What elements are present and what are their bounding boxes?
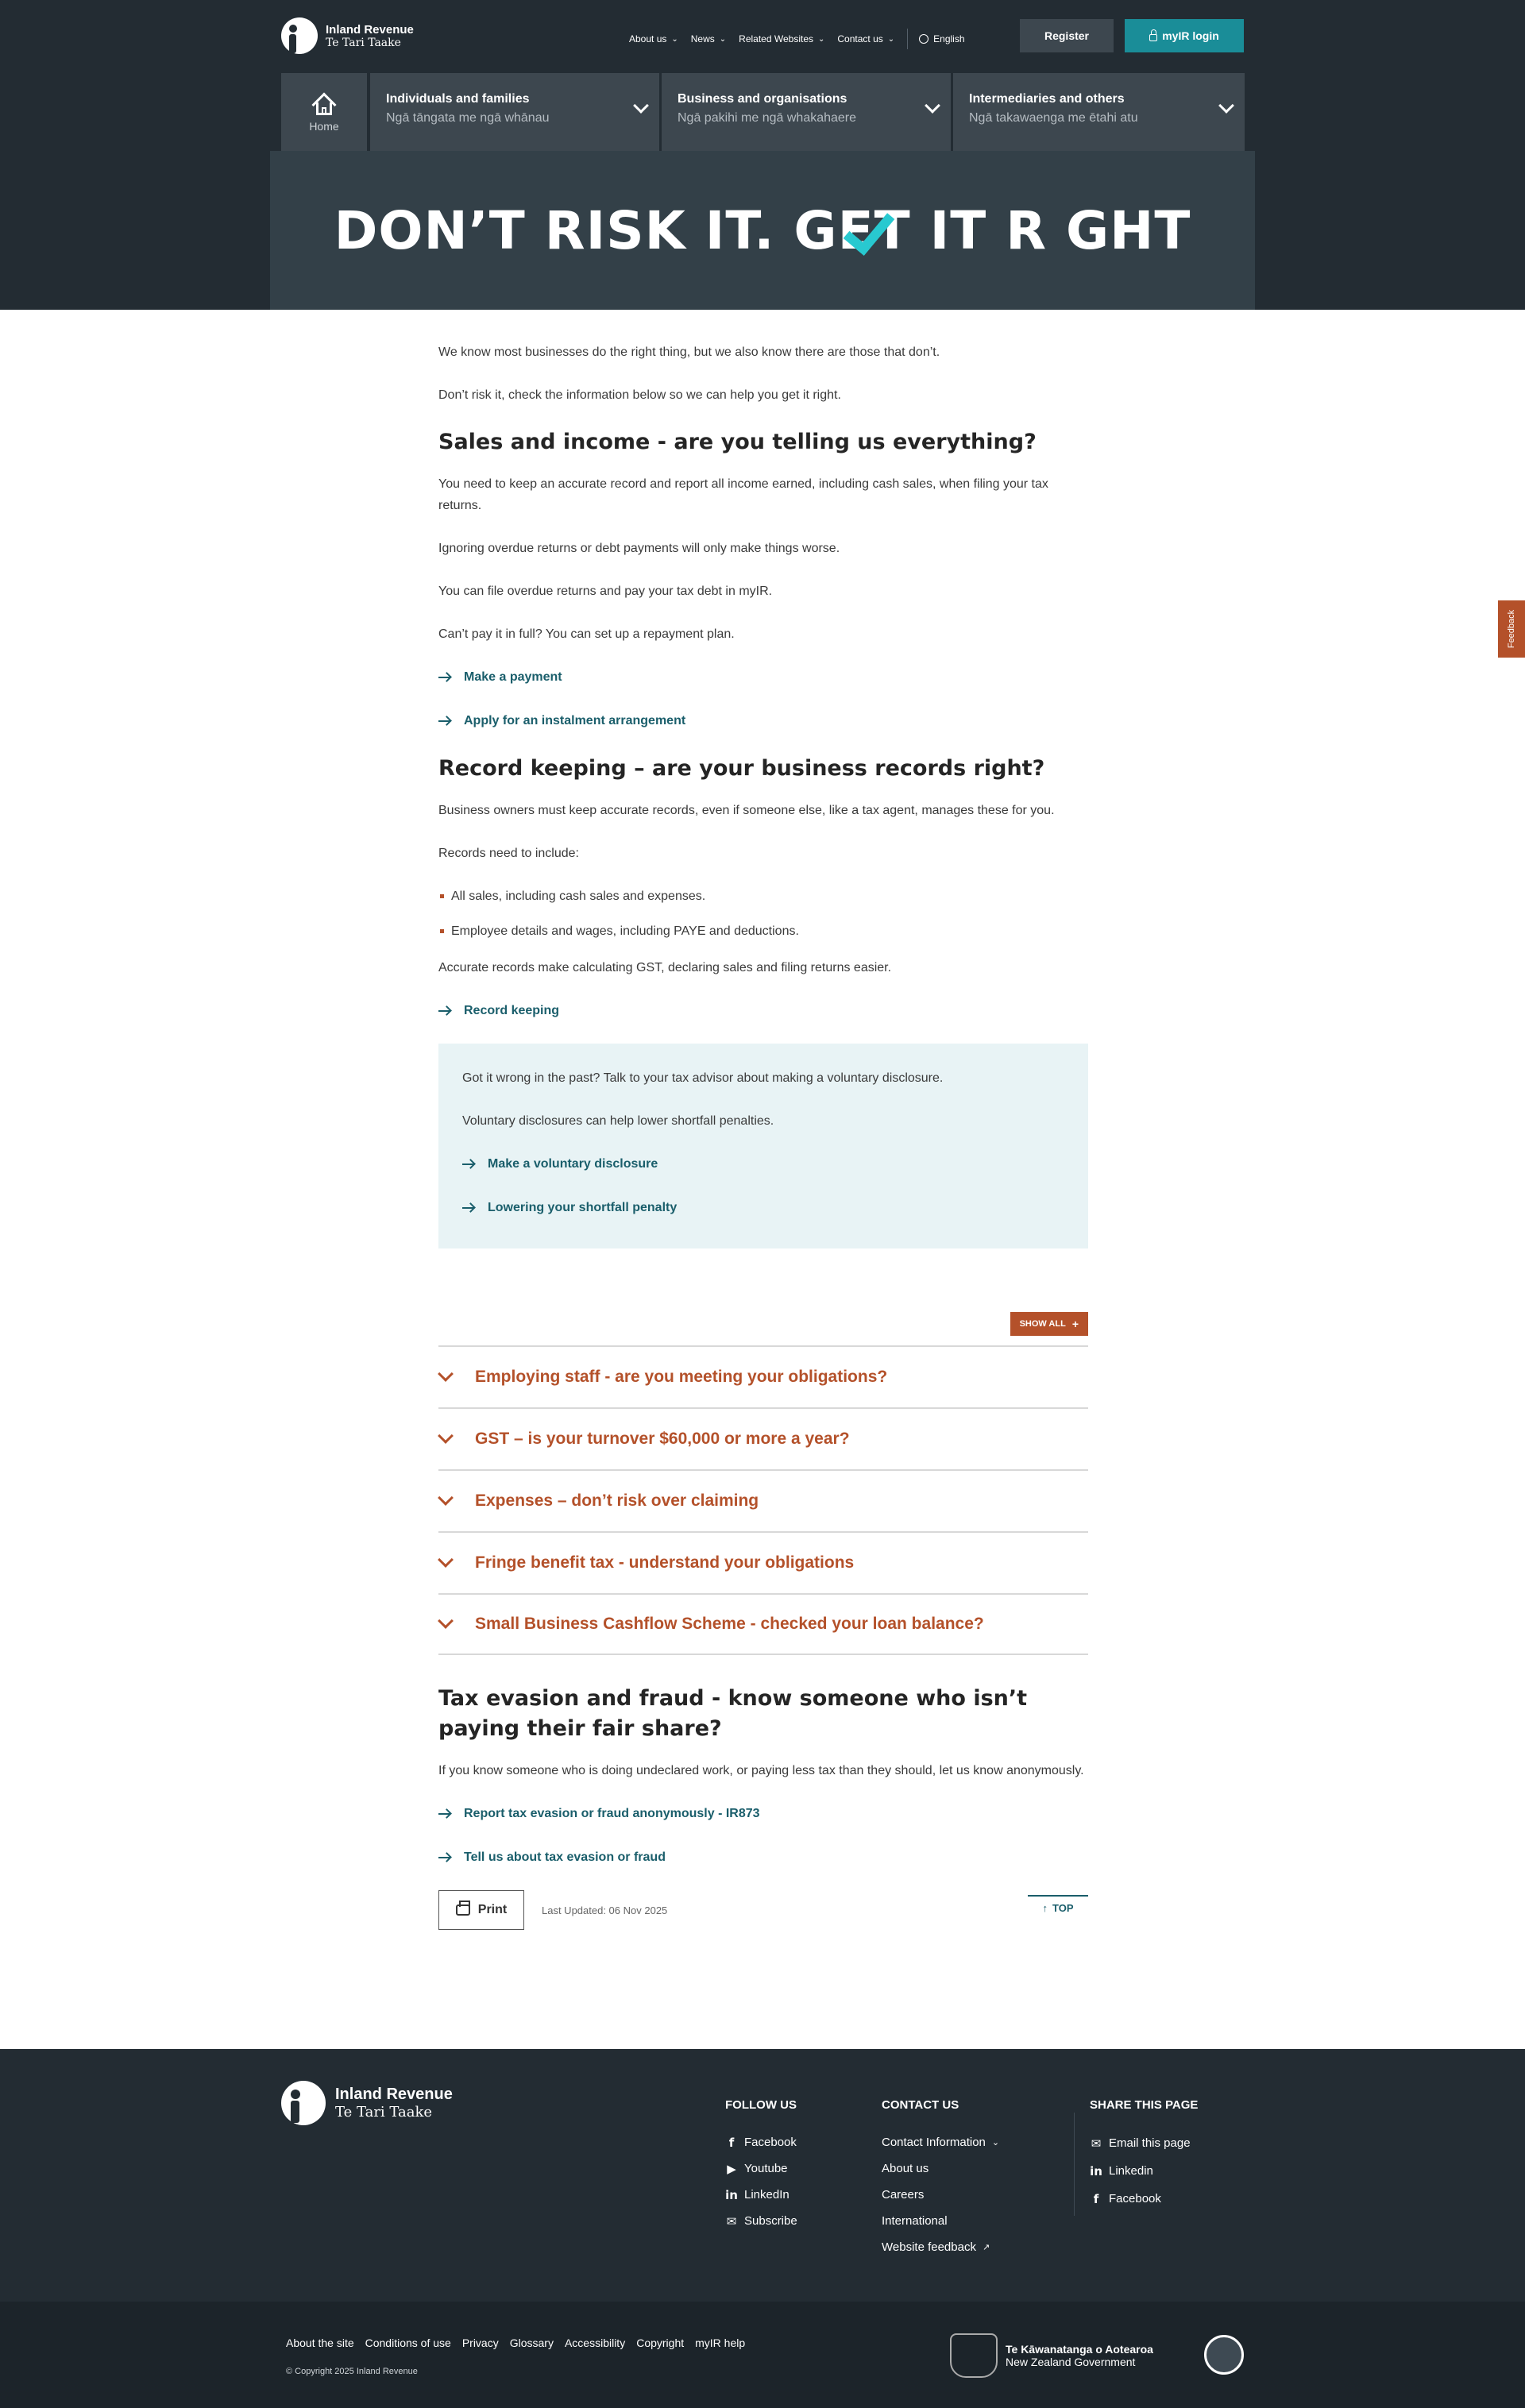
chevron-down-icon: ⌄ xyxy=(671,34,678,44)
copyright-link[interactable]: Copyright xyxy=(636,2337,685,2349)
plus-icon: + xyxy=(1071,1318,1079,1330)
youtube-link[interactable]: ▶ Youtube xyxy=(725,2155,797,2182)
body-text: Can’t pay it in full? You can set up a repayment plan. xyxy=(438,627,735,641)
email-page-link[interactable]: ✉ Email this page xyxy=(1091,2136,1191,2151)
share-facebook-link[interactable]: f Facebook xyxy=(1090,2185,1198,2213)
accreditation-badge-icon xyxy=(1204,2335,1244,2375)
linkedin-link[interactable]: in LinkedIn xyxy=(725,2187,790,2202)
intro-text: Don’t risk it, check the information below so we can help you get it right. xyxy=(438,388,841,402)
back-to-top-button[interactable]: ↑ TOP xyxy=(1028,1895,1088,1919)
contact-us: CONTACT US Contact Information ⌄ About us Careers International Website feedback ↗ xyxy=(882,2098,999,2260)
arrow-up-icon: ↑ xyxy=(1042,1901,1048,1914)
body-text: Voluntary disclosures can help lower shortfall penalties. xyxy=(462,1114,774,1128)
main-content xyxy=(438,310,1088,1930)
body-text: You can file overdue returns and pay your tax debt in myIR. xyxy=(438,585,773,598)
nz-coat-of-arms-icon xyxy=(950,2333,998,2378)
page-tools xyxy=(438,1890,1088,1930)
chevron-down-icon xyxy=(438,1613,454,1629)
sales-heading: Sales and income - are you telling us everything? xyxy=(438,430,1037,454)
arrow-right-icon xyxy=(462,1159,475,1170)
report-tax-evasion-link[interactable]: Report tax evasion or fraud anonymously - IR873 xyxy=(438,1803,1088,1825)
myir-help-link[interactable]: myIR help xyxy=(695,2337,746,2349)
envelope-icon: ✉ xyxy=(1091,2136,1102,2151)
arrow-right-icon xyxy=(438,1808,451,1820)
intro-text: We know most businesses do the right thing, but we also know there are those that don’t. xyxy=(438,345,940,359)
about-site-link[interactable]: About the site xyxy=(286,2337,354,2349)
sub-footer xyxy=(0,2302,1525,2408)
conditions-link[interactable]: Conditions of use xyxy=(365,2337,451,2349)
body-text: Business owners must keep accurate records, even if someone else, like a tax agent, manages these for you. xyxy=(438,804,1055,817)
chevron-down-icon: ⌄ xyxy=(887,34,895,44)
chevron-down-icon: ⌄ xyxy=(991,2138,1000,2148)
divider xyxy=(907,29,908,49)
site-footer xyxy=(0,2049,1525,2302)
arrow-right-icon xyxy=(438,1005,451,1017)
brand-subtitle: Te Tari Taake xyxy=(326,36,401,49)
chevron-down-icon xyxy=(438,1428,454,1444)
feedback-tab[interactable]: Feedback xyxy=(1498,600,1525,658)
chevron-down-icon: ⌄ xyxy=(719,34,727,44)
hero-banner xyxy=(0,151,1525,310)
inland-revenue-logo[interactable] xyxy=(281,17,414,54)
facebook-icon: f xyxy=(1093,2191,1099,2206)
accordion-item-gst[interactable]: GST – is your turnover $60,000 or more a year? xyxy=(438,1407,1088,1469)
main-nav xyxy=(281,73,1245,151)
body-text: Accurate records make calculating GST, declaring sales and filing returns easier. xyxy=(438,961,892,974)
body-text: Records need to include: xyxy=(438,847,579,860)
linkedin-icon: in xyxy=(725,2187,738,2202)
accordion-item-expenses[interactable]: Expenses – don’t risk over claiming xyxy=(438,1469,1088,1531)
utility-nav xyxy=(629,29,978,49)
follow-us: FOLLOW US f Facebook ▶ Youtube in LinkedIn ✉ Subscribe xyxy=(725,2098,797,2234)
myir-login-button[interactable]: myIR login xyxy=(1125,19,1244,52)
brand-title: Inland Revenue xyxy=(326,22,414,37)
list-item: All sales, including cash sales and expenses. xyxy=(438,886,1088,907)
envelope-icon: ✉ xyxy=(726,2213,737,2229)
nz-government-logo[interactable]: Te Kāwanatanga o Aotearoa New Zealand Government xyxy=(950,2333,1153,2378)
accordion-item-fringe-benefit-tax[interactable]: Fringe benefit tax - understand your obligations xyxy=(438,1531,1088,1593)
nav-business-organisations[interactable]: Business and organisations Ngā pakihi me ngā whakahaere xyxy=(662,73,951,151)
globe-icon xyxy=(919,34,929,44)
chevron-down-icon xyxy=(438,1552,454,1568)
chevron-down-icon xyxy=(438,1490,454,1506)
about-us-link[interactable]: About us xyxy=(882,2162,929,2175)
tell-us-tax-evasion-link[interactable]: Tell us about tax evasion or fraud xyxy=(438,1847,1088,1869)
chevron-down-icon xyxy=(438,1366,454,1382)
body-text: Ignoring overdue returns or debt payments will only make things worse. xyxy=(438,542,840,555)
lock-icon xyxy=(1149,34,1157,41)
contact-information-link[interactable]: Contact Information ⌄ xyxy=(882,2136,1000,2149)
accordion xyxy=(438,1345,1088,1655)
arrow-right-icon xyxy=(438,716,451,727)
utility-news[interactable]: News ⌄ xyxy=(690,33,727,44)
footer-logo[interactable]: Inland Revenue Te Tari Taake xyxy=(281,2081,453,2125)
facebook-link[interactable]: f Facebook xyxy=(725,2129,797,2155)
records-heading: Record keeping – are your business records right? xyxy=(438,756,1045,781)
accordion-item-cashflow-scheme[interactable]: Small Business Cashflow Scheme - checked your loan balance? xyxy=(438,1593,1088,1655)
accessibility-link[interactable]: Accessibility xyxy=(564,2337,626,2349)
show-all-button[interactable]: SHOW ALL + xyxy=(1010,1312,1088,1336)
accordion-item-employing-staff[interactable]: Employing staff - are you meeting your obligations? xyxy=(438,1345,1088,1407)
list-item: Employee details and wages, including PAYE and deductions. xyxy=(438,920,1088,942)
privacy-link[interactable]: Privacy xyxy=(461,2337,499,2349)
ird-logo-icon xyxy=(281,2081,326,2125)
utility-related-websites[interactable]: Related Websites ⌄ xyxy=(739,33,825,44)
nav-individuals-families[interactable]: Individuals and families Ngā tāngata me ngā whānau xyxy=(370,73,659,151)
hero-title: DON’T RISK IT. GET IT R GHT xyxy=(334,199,1191,261)
arrow-right-icon xyxy=(462,1202,475,1214)
register-button[interactable]: Register xyxy=(1020,19,1114,52)
website-feedback-link[interactable]: Website feedback ↗ xyxy=(882,2240,990,2254)
subscribe-link[interactable]: ✉ Subscribe xyxy=(726,2213,797,2229)
international-link[interactable]: International xyxy=(882,2214,948,2228)
copyright: © Copyright 2025 Inland Revenue xyxy=(286,2367,418,2376)
arrow-right-icon xyxy=(438,672,451,683)
ird-logo-icon xyxy=(281,17,318,54)
careers-link[interactable]: Careers xyxy=(882,2188,925,2202)
last-updated: Last Updated: 06 Nov 2025 xyxy=(542,1904,668,1916)
chevron-down-icon: ⌄ xyxy=(818,34,825,44)
legal-links xyxy=(286,2337,756,2349)
nav-home[interactable]: Home xyxy=(281,73,367,151)
facebook-icon: f xyxy=(728,2135,735,2150)
divider xyxy=(1074,2113,1075,2216)
body-text: You need to keep an accurate record and report all income earned, including cash sales, when filing your tax returns. xyxy=(438,477,1048,512)
utility-about-us[interactable]: About us ⌄ xyxy=(629,33,678,44)
home-icon xyxy=(311,91,338,115)
body-text: If you know someone who is doing undeclared work, or paying less tax than they should, let us know anonymously. xyxy=(438,1764,1084,1777)
print-button[interactable]: Print xyxy=(438,1890,524,1930)
linkedin-icon: in xyxy=(1090,2163,1102,2178)
youtube-icon: ▶ xyxy=(727,2161,736,2176)
instalment-arrangement-link[interactable]: Apply for an instalment arrangement xyxy=(438,710,1088,732)
body-text: Got it wrong in the past? Talk to your tax advisor about making a voluntary disclosure. xyxy=(462,1071,944,1085)
shortfall-penalty-link[interactable]: Lowering your shortfall penalty xyxy=(462,1197,1064,1219)
evasion-heading: Tax evasion and fraud - know someone who isn’t paying their fair share? xyxy=(438,1686,1028,1741)
external-link-icon: ↗ xyxy=(982,2243,990,2252)
printer-icon xyxy=(456,1904,470,1916)
share-this-page: SHARE THIS PAGE ✉ Email this page in Linkedin f Facebook xyxy=(1090,2098,1198,2213)
nav-intermediaries-others[interactable]: Intermediaries and others Ngā takawaenga me ētahi atu xyxy=(953,73,1245,151)
glossary-link[interactable]: Glossary xyxy=(509,2337,554,2349)
make-payment-link[interactable]: Make a payment xyxy=(438,666,1088,689)
language-switch[interactable]: English xyxy=(919,33,964,44)
site-header xyxy=(0,0,1525,151)
voluntary-disclosure-callout xyxy=(438,1044,1088,1248)
share-linkedin-link[interactable]: in Linkedin xyxy=(1090,2163,1153,2178)
records-list xyxy=(438,886,1088,942)
utility-contact-us[interactable]: Contact us ⌄ xyxy=(837,33,895,44)
voluntary-disclosure-link[interactable]: Make a voluntary disclosure xyxy=(462,1153,1064,1175)
arrow-right-icon xyxy=(438,1852,451,1863)
record-keeping-link[interactable]: Record keeping xyxy=(438,1000,1088,1022)
